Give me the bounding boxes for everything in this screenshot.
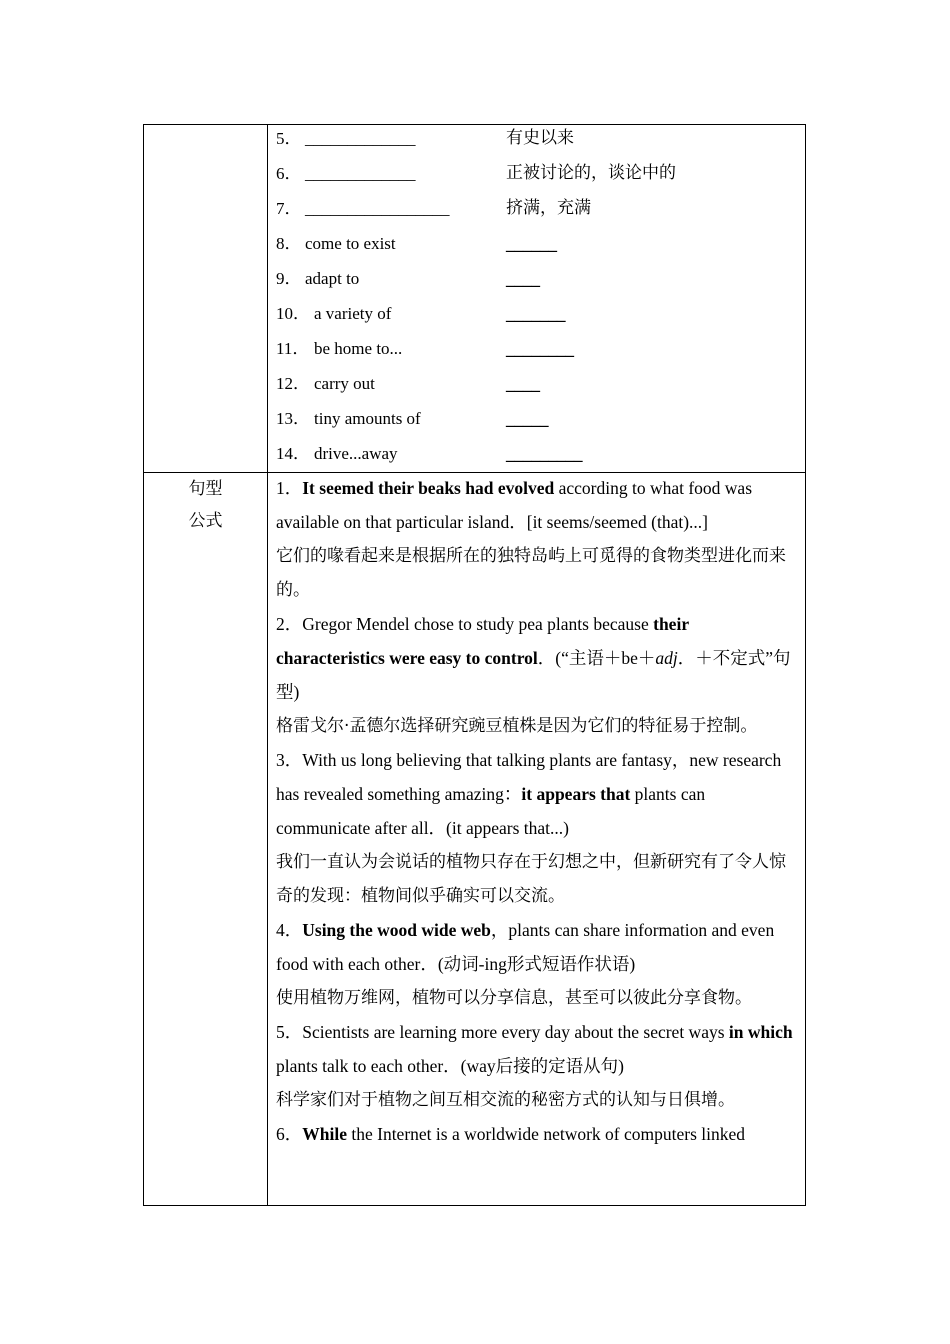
vocab-meaning: _____ [506,408,549,428]
vocab-meaning: ________ [506,338,574,358]
vocab-term: _____________ [305,129,416,148]
sentence-chinese: 我们一直认为会说话的植物只存在于幻想之中，但新研究有了令人惊奇的发现：植物间似乎确实可以交流。 [276,852,786,906]
vocab-term: adapt to [305,269,360,288]
vocab-term: carry out [314,374,375,393]
vocab-number: 7． [276,199,302,218]
vocab-meaning: 挤满，充满 [506,198,591,218]
vocab-number: 14． [276,444,310,463]
sentence-chinese: 科学家们对于植物之间互相交流的秘密方式的认知与日俱增。 [276,1090,735,1110]
category-label-line: 公式 [188,511,223,531]
sentence-english: 5．Scientists are learning more every day about the secret ways in which plants talk to each other．(way后接的定语从句) [276,1022,793,1076]
vocab-term: a variety of [314,304,392,323]
vocab-number: 8． [276,234,302,253]
sentence-chinese: 它们的喙看起来是根据所在的独特岛屿上可觅得的食物类型进化而来的。 [276,546,786,600]
vocab-term: _________________ [305,199,450,218]
vocab-number: 6． [276,164,302,183]
vocab-term: tiny amounts of [314,409,421,428]
sentence-english: 1．It seemed their beaks had evolved according to what food was available on that particular island．[it seems/seemed (that)...] [276,478,753,532]
vocab-number: 12． [276,374,310,393]
vocab-meaning: ______ [506,233,557,253]
vocab-term: be home to... [314,339,403,358]
sentence-english: 6．While the Internet is a worldwide network of computers linked [276,1124,745,1144]
vocab-term: come to exist [305,234,396,253]
vocab-meaning: ____ [506,268,540,288]
sentence-chinese: 格雷戈尔·孟德尔选择研究豌豆植株是因为它们的特征易于控制。 [276,716,758,736]
vocab-meaning: 正被讨论的，谈论中的 [506,163,676,183]
vocab-meaning: _______ [506,303,566,323]
sentence-english: 3．With us long believing that talking plants are fantasy，new research has revealed something amazing：it appears that plants can communicate after all．(it appears that...) [276,750,782,838]
sentence-english: 2．Gregor Mendel chose to study pea plants because their characteristics were easy to control．(“主语＋be＋adj．＋不定式”句型) [276,614,791,702]
sentence-chinese: 使用植物万维网，植物可以分享信息，甚至可以彼此分享食物。 [276,988,752,1008]
vocab-number: 5． [276,129,302,148]
sentence-english: 4．Using the wood wide web，plants can share information and even food with each other．(动词-ing形式短语作状语) [276,920,775,974]
vocab-sentence-table [143,124,806,1206]
vocab-number: 9． [276,269,302,288]
vocab-meaning: ____ [506,373,540,393]
category-label [144,473,267,537]
category-label-line: 句型 [188,479,223,499]
column-divider [267,125,268,1205]
sentence-pattern-list [276,471,800,1151]
vocab-meaning: 有史以来 [506,128,574,148]
vocab-number: 10． [276,304,310,323]
vocab-number: 13． [276,409,310,428]
vocab-number: 11． [276,339,310,358]
vocab-term: _____________ [305,164,416,183]
vocab-term: drive...away [314,444,398,463]
vocab-meaning: _________ [506,443,583,463]
